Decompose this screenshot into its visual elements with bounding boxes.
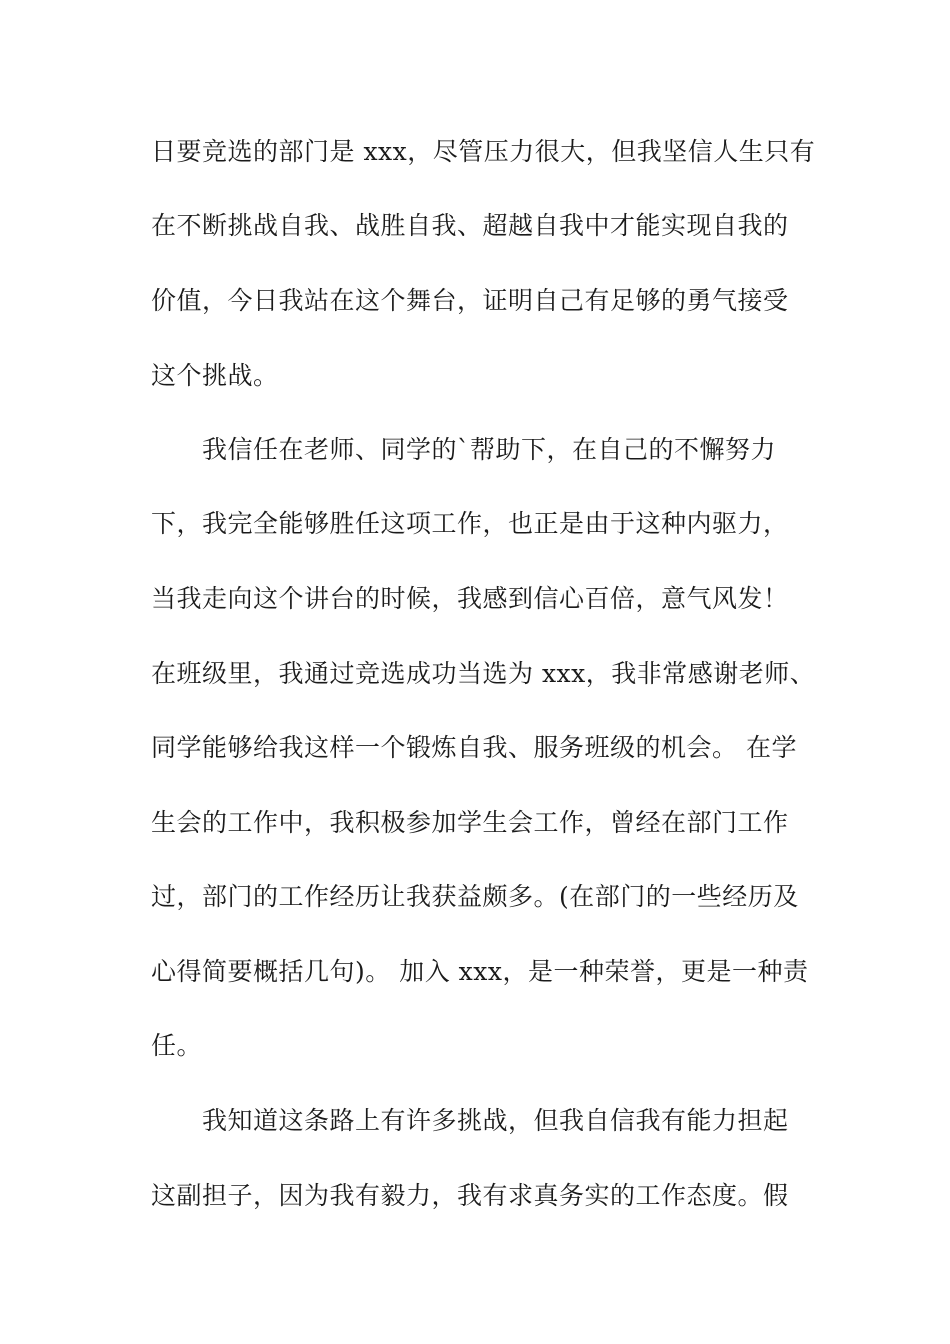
text-line: 当我走向这个讲台的时候，我感到信心百倍，意气风发！ <box>151 584 789 613</box>
text-line: 日要竞选的部门是 xxx，尽管压力很大，但我坚信人生只有 <box>151 137 816 166</box>
text-line: 生会的工作中，我积极参加学生会工作，曾经在部门工作 <box>151 808 789 837</box>
paragraph-first-line: 我信任在老师、同学的`帮助下，在自己的不懈努力 <box>202 435 777 464</box>
text-line: 价值，今日我站在这个舞台，证明自己有足够的勇气接受 <box>151 286 789 315</box>
text-line: 这个挑战。 <box>151 361 279 390</box>
text-line: 在班级里，我通过竞选成功当选为 xxx，我非常感谢老师、 <box>151 659 816 688</box>
text-line: 心得简要概括几句)。 加入 xxx，是一种荣誉，更是一种责 <box>151 957 809 986</box>
text-line: 同学能够给我这样一个锻炼自我、服务班级的机会。 在学 <box>151 733 797 762</box>
text-line: 过，部门的工作经历让我获益颇多。(在部门的一些经历及 <box>151 882 799 911</box>
text-line: 在不断挑战自我、战胜自我、超越自我中才能实现自我的 <box>151 211 789 240</box>
text-line: 这副担子，因为我有毅力，我有求真务实的工作态度。假 <box>151 1181 789 1210</box>
paragraph-first-line: 我知道这条路上有许多挑战，但我自信我有能力担起 <box>202 1106 789 1135</box>
text-line: 下，我完全能够胜任这项工作，也正是由于这种内驱力， <box>151 509 789 538</box>
text-line: 任。 <box>151 1031 203 1060</box>
